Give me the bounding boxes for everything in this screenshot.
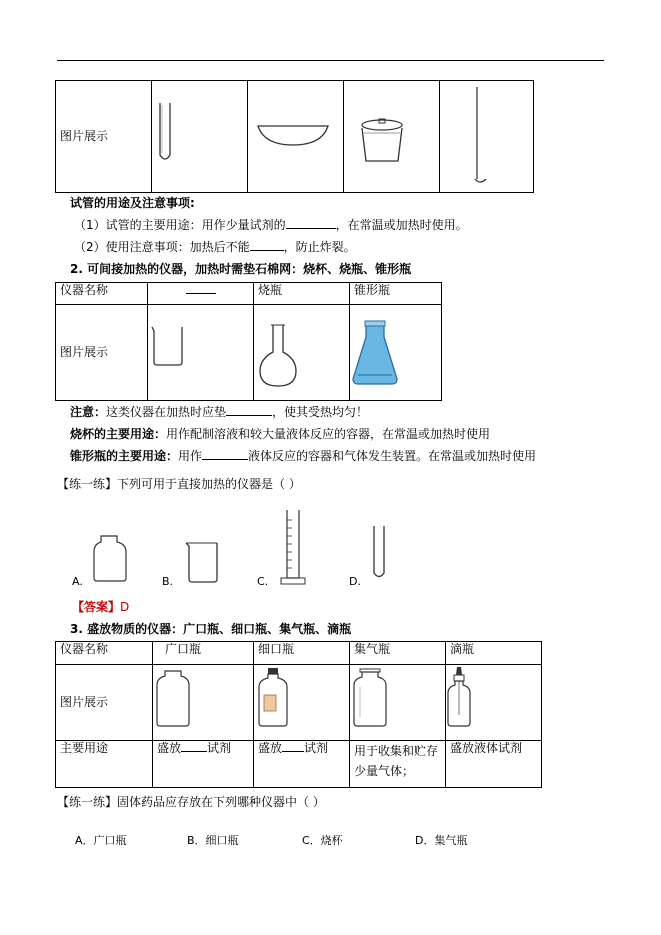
usage-text: 盛放液体试剂 [450,741,523,755]
option-b-beaker-image [184,540,224,585]
usage-label: 主要用途 [60,741,109,755]
section3-heading: 3. 盛放物质的仪器：广口瓶、细口瓶、集气瓶、滴瓶 [70,622,352,636]
exercise2-option-b[interactable]: B．细口瓶 [187,834,239,847]
combustion-spoon-image [440,81,534,193]
flask-usage-post: 液体反应的容器和气体发生装置。在常温或加热时使用 [248,449,537,463]
section2-note [70,403,368,420]
section2-heading: 2. 可间接加热的仪器，加热时需垫石棉网：烧杯、烧瓶、锥形瓶 [70,262,412,276]
blank-line [250,240,284,251]
row-label-picture [56,665,153,741]
evaporating-dish-image [248,81,344,193]
exercise2-option-c[interactable]: C．烧杯 [302,834,343,847]
col-label: 广口瓶 [165,642,202,656]
blank-line [186,283,216,294]
conical-flask-usage-label: 锥形瓶的主要用途： [70,449,179,463]
item2-pre: （2）使用注意事项：加热后不能 [74,240,250,254]
round-flask-image [254,305,350,401]
usage-dropper-bottle [446,741,542,788]
header-label: 仪器名称 [60,642,109,656]
blank-line [181,741,207,752]
row-label-text: 图片展示 [60,695,109,709]
narrow-mouth-bottle-image [254,665,350,741]
header-dropper-bottle [446,642,542,665]
test-tube-image [152,81,248,193]
usage-gas-jar [350,741,446,788]
row-label-picture [56,305,148,401]
item1-post: ，在常温或加热时使用。 [335,218,468,232]
usage-post: 试剂 [207,741,232,755]
flask-label: 烧瓶 [258,283,283,297]
usage-line1: 用于收集和贮存 [354,744,439,758]
item1-pre: （1）试管的主要用途：用作少量试剂的 [74,218,286,232]
usage-wide-mouth-bottle [153,741,254,788]
header-conical-flask [350,283,442,305]
table-storage-instruments [55,641,542,788]
section1-item2 [74,238,356,255]
note-label: 注意： [70,405,107,419]
header-gas-jar [350,642,446,665]
item2-post: ，防止炸裂。 [283,240,356,254]
col-label: 集气瓶 [354,642,391,656]
exercise1-option-b[interactable]: B. [162,575,174,588]
row-label-text: 图片展示 [60,129,109,143]
exercise2-question: 【练一练】固体药品应存放在下列哪种仪器中（ ） [57,795,325,809]
header-instrument-name [56,642,153,665]
conical-flask-label: 锥形瓶 [354,283,391,297]
usage-line2: 少量气体； [354,764,415,778]
exercise1-question: 【练一练】下列可用于直接加热的仪器是（ ） [57,477,301,491]
header-narrow-mouth-bottle [254,642,350,665]
dropper-bottle-image [446,665,542,741]
header-instrument-name [56,283,148,305]
header-wide-mouth-bottle [153,642,254,665]
answer-label: 【答案】 [72,600,121,614]
beaker-usage [70,425,490,442]
blank-line [226,405,272,416]
blank-line [202,449,248,460]
row-label-usage [56,741,153,788]
option-a-jar-image [90,534,130,584]
section1-item1 [74,216,468,233]
row-label-text: 图片展示 [60,345,109,359]
exercise1-option-c[interactable]: C. [257,575,269,588]
blank-line [282,741,304,752]
option-c-graduated-cylinder-image [280,508,306,586]
col-label: 滴瓶 [450,642,475,656]
gas-jar-image [350,665,446,741]
note-post: ，使其受热均匀！ [272,405,369,419]
exercise1-option-a[interactable]: A. [72,575,83,588]
option-d-test-tube-image [370,524,390,582]
exercise1-answer [72,598,129,615]
flask-usage-pre: 用作 [178,449,203,463]
blank-line [286,218,336,229]
header-flask [254,283,350,305]
beaker-usage-text: 用作配制溶液和较大量液体反应的容器，在常温或加热时使用 [166,427,491,441]
usage-post: 试剂 [304,741,329,755]
usage-narrow-mouth-bottle [254,741,350,788]
usage-pre: 盛放 [258,741,283,755]
crucible-image [344,81,440,193]
header-label: 仪器名称 [60,283,109,297]
row-label-picture [56,81,152,193]
wide-mouth-bottle-image [153,665,254,741]
table-instruments-direct-heat [55,80,534,193]
beaker-image [148,305,254,401]
conical-flask-image [350,305,442,401]
table-instruments-indirect-heat [55,282,442,401]
section1-heading: 试管的用途及注意事项: [70,196,195,210]
exercise2-option-a[interactable]: A．广口瓶 [75,834,127,847]
col-label: 细口瓶 [258,642,295,656]
conical-flask-usage [70,447,536,464]
exercise1-option-d[interactable]: D. [349,575,361,588]
note-pre: 这类仪器在加热时应垫 [106,405,227,419]
exercise2-option-d[interactable]: D．集气瓶 [415,834,468,847]
usage-pre: 盛放 [157,741,182,755]
top-rule [57,60,604,61]
answer-value: D [120,600,130,614]
header-beaker-blank [148,283,254,305]
beaker-usage-label: 烧杯的主要用途： [70,427,167,441]
